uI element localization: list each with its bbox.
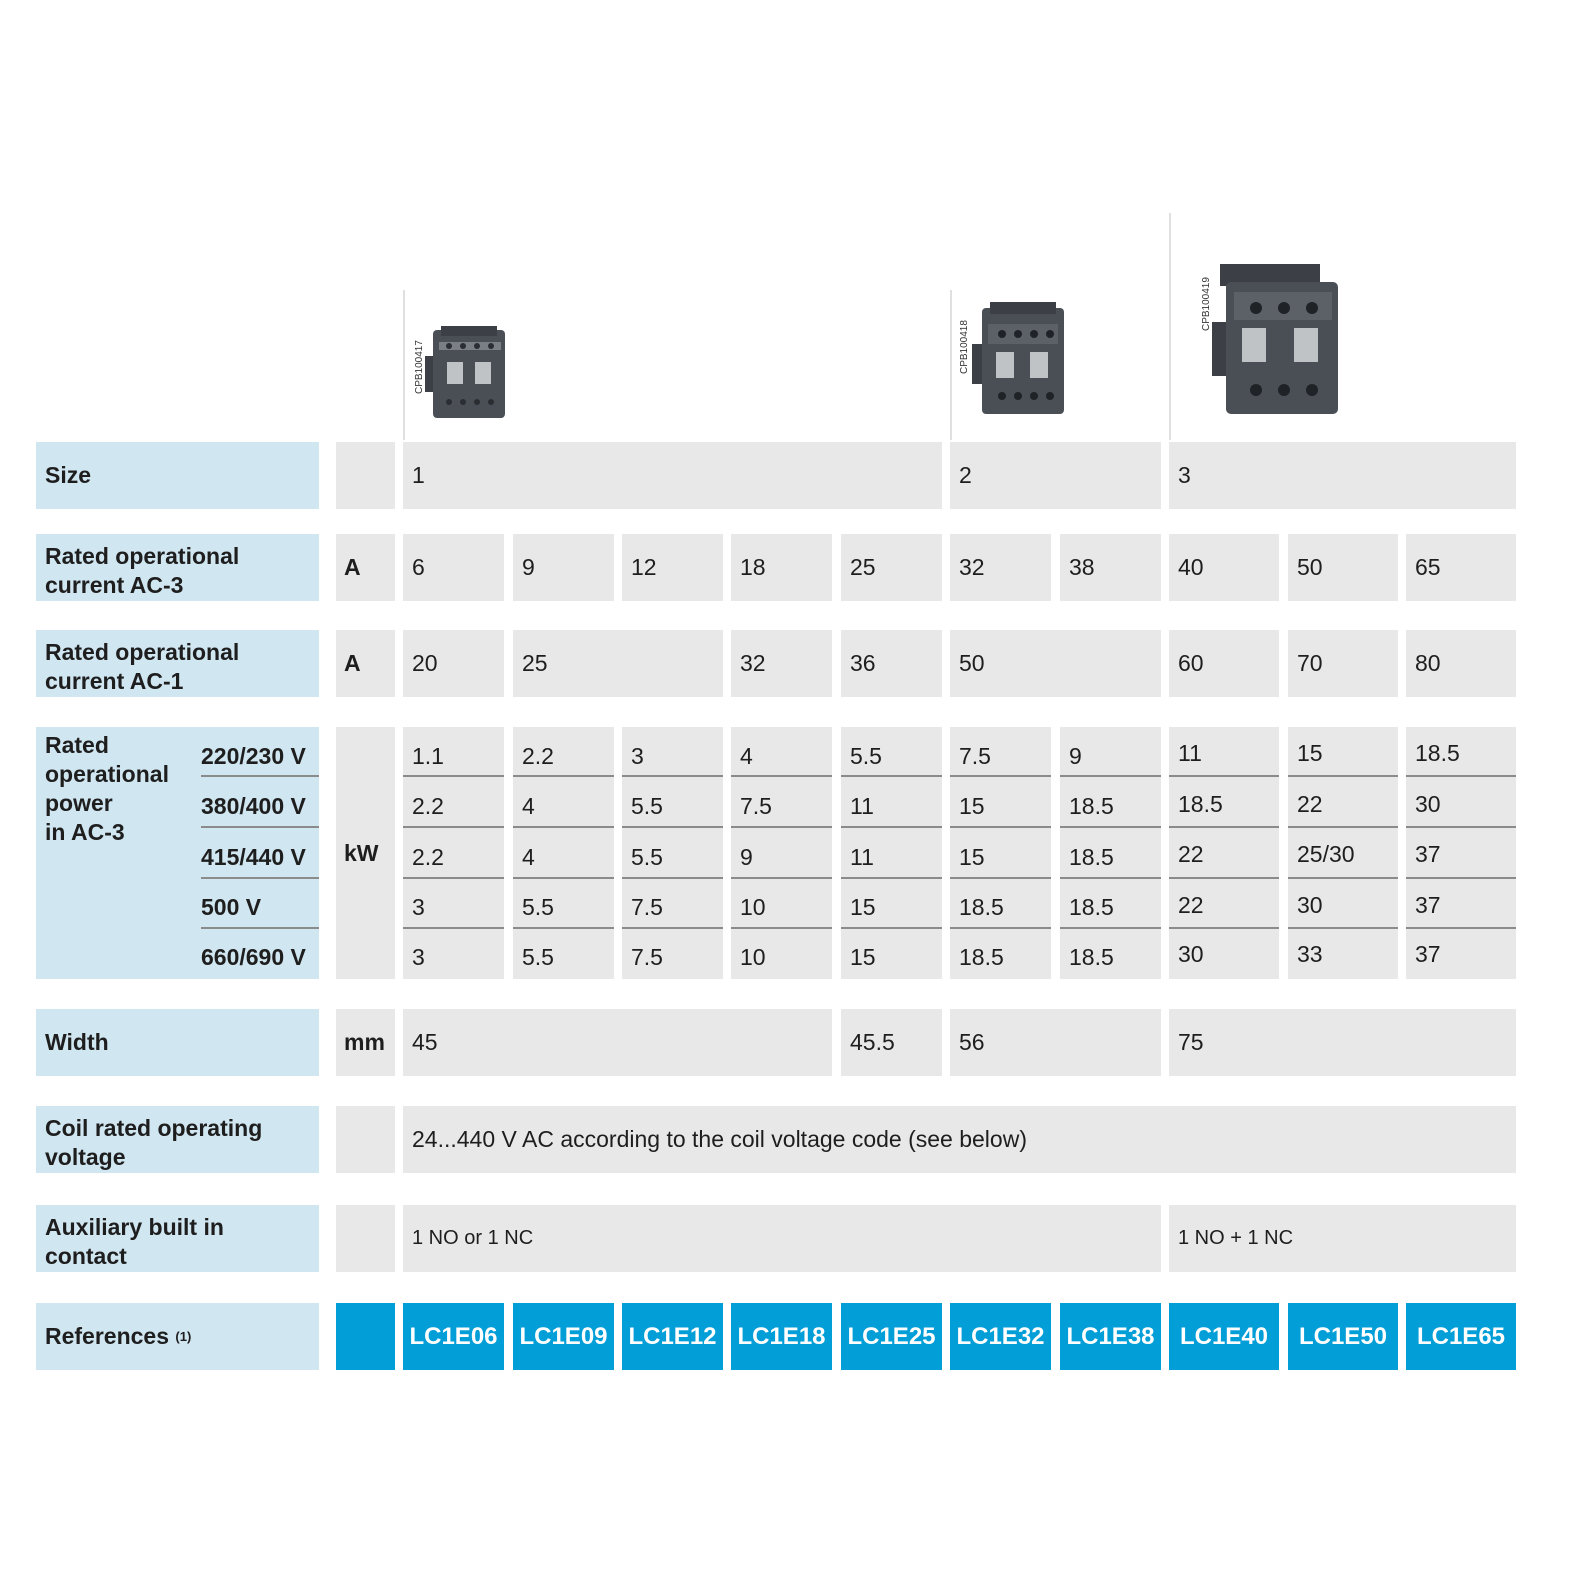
power-value: 15 (850, 944, 876, 970)
row-divider (513, 826, 614, 828)
power-value: 18.5 (1069, 894, 1114, 920)
power-value: 22 (1178, 841, 1204, 867)
ac1-value: 70 (1288, 630, 1398, 697)
size-value: 1 (403, 442, 942, 509)
power-value: 3 (631, 743, 644, 769)
row-divider (841, 826, 942, 828)
row-divider (1169, 877, 1279, 879)
row-divider (1060, 927, 1161, 929)
power-value: 30 (1178, 941, 1204, 967)
row-divider (403, 826, 504, 828)
power-value: 33 (1297, 941, 1323, 967)
product-code: CPB100418 (959, 320, 970, 374)
footnote-marker: (1) (175, 1329, 192, 1344)
ac1-label: Rated operational current AC-1 (36, 630, 319, 697)
power-value: 5.5 (522, 944, 554, 970)
ac1-value: 36 (841, 630, 942, 697)
row-divider (1169, 775, 1279, 777)
row-divider (1060, 877, 1161, 879)
ac1-value: 32 (731, 630, 832, 697)
size-value: 2 (950, 442, 1161, 509)
power-value: 11 (1178, 740, 1202, 766)
image-divider (1169, 213, 1171, 440)
power-value: 5.5 (631, 844, 663, 870)
power-label-line: in AC-3 (45, 819, 125, 845)
row-divider (513, 775, 614, 777)
reference-link[interactable]: LC1E09 (513, 1303, 614, 1370)
power-value: 18.5 (1069, 844, 1114, 870)
power-value: 2.2 (412, 793, 444, 819)
power-value: 5.5 (631, 793, 663, 819)
row-divider (841, 927, 942, 929)
power-value: 18.5 (1178, 791, 1223, 817)
power-column (513, 727, 614, 979)
power-unit: kW (336, 727, 395, 979)
power-value: 7.5 (740, 793, 772, 819)
row-divider (841, 877, 942, 879)
power-value: 9 (740, 844, 753, 870)
row-divider (622, 826, 723, 828)
ac1-value: 50 (950, 630, 1161, 697)
power-column (1060, 727, 1161, 979)
coil-label: Coil rated operating voltage (36, 1106, 319, 1173)
row-divider (1169, 826, 1279, 828)
aux-value: 1 NO or 1 NC (403, 1205, 1161, 1272)
ac1-value: 60 (1169, 630, 1279, 697)
power-label-line: power (45, 790, 113, 816)
image-divider (950, 290, 952, 440)
row-divider (622, 775, 723, 777)
row-divider (1406, 927, 1516, 929)
power-value: 2.2 (412, 844, 444, 870)
power-column (1169, 727, 1279, 979)
ac1-value: 80 (1406, 630, 1516, 697)
ac3-value: 32 (950, 534, 1051, 601)
power-value: 9 (1069, 743, 1082, 769)
power-label-line: Rated (45, 732, 109, 758)
power-value: 30 (1415, 791, 1441, 817)
row-divider (403, 775, 504, 777)
power-value: 4 (522, 844, 535, 870)
reference-link[interactable]: LC1E06 (403, 1303, 504, 1370)
row-divider (731, 927, 832, 929)
ac3-value: 12 (622, 534, 723, 601)
voltage-label: 500 V (201, 894, 262, 920)
coil-unit (336, 1106, 395, 1173)
row-divider (1060, 775, 1161, 777)
power-label-line: operational (45, 761, 169, 787)
ac3-value: 6 (403, 534, 504, 601)
contactor-size-3-image (1212, 262, 1347, 420)
width-unit: mm (336, 1009, 395, 1076)
contactor-size-2-image (972, 300, 1072, 420)
power-value: 10 (740, 944, 766, 970)
reference-link[interactable]: LC1E38 (1060, 1303, 1161, 1370)
row-divider (731, 775, 832, 777)
row-divider (731, 826, 832, 828)
power-value: 37 (1415, 892, 1441, 918)
row-divider (201, 927, 319, 929)
reference-link[interactable]: LC1E12 (622, 1303, 723, 1370)
row-divider (1288, 826, 1398, 828)
row-divider (622, 877, 723, 879)
power-column (731, 727, 832, 979)
power-column (841, 727, 942, 979)
reference-link[interactable]: LC1E40 (1169, 1303, 1279, 1370)
aux-label: Auxiliary built in contact (36, 1205, 319, 1272)
power-value: 1.1 (412, 743, 444, 769)
ac3-label: Rated operational current AC-3 (36, 534, 319, 601)
power-value: 3 (412, 944, 425, 970)
size-value: 3 (1169, 442, 1516, 509)
row-divider (950, 826, 1051, 828)
voltage-label: 415/440 V (201, 844, 306, 870)
voltage-label: 660/690 V (201, 944, 306, 970)
power-value: 25/30 (1297, 841, 1355, 867)
power-column (403, 727, 504, 979)
ac1-value: 25 (513, 630, 723, 697)
ac3-value: 18 (731, 534, 832, 601)
references-label-text: References (45, 1323, 170, 1349)
power-value: 7.5 (631, 944, 663, 970)
power-label (36, 727, 319, 979)
power-value: 7.5 (631, 894, 663, 920)
aux-value: 1 NO + 1 NC (1169, 1205, 1516, 1272)
power-value: 37 (1415, 841, 1441, 867)
row-divider (1406, 877, 1516, 879)
row-divider (403, 877, 504, 879)
reference-link[interactable]: LC1E18 (731, 1303, 832, 1370)
reference-link[interactable]: LC1E25 (841, 1303, 942, 1370)
ac3-value: 9 (513, 534, 614, 601)
voltage-label: 380/400 V (201, 793, 306, 819)
ac1-unit: A (336, 630, 395, 697)
power-value: 15 (959, 793, 985, 819)
row-divider (201, 826, 319, 828)
power-value: 5.5 (850, 743, 882, 769)
row-divider (731, 877, 832, 879)
row-divider (841, 775, 942, 777)
reference-link[interactable]: LC1E32 (950, 1303, 1051, 1370)
power-value: 18.5 (1069, 944, 1114, 970)
ac1-value: 20 (403, 630, 504, 697)
power-value: 22 (1297, 791, 1323, 817)
aux-unit (336, 1205, 395, 1272)
row-divider (513, 877, 614, 879)
power-value: 3 (412, 894, 425, 920)
ac3-value: 25 (841, 534, 942, 601)
power-value: 18.5 (1415, 740, 1460, 766)
power-value: 15 (959, 844, 985, 870)
ac3-unit: A (336, 534, 395, 601)
row-divider (403, 927, 504, 929)
power-column (950, 727, 1051, 979)
row-divider (622, 927, 723, 929)
product-code: CPB100419 (1201, 277, 1212, 331)
width-value: 45 (403, 1009, 832, 1076)
row-divider (1406, 775, 1516, 777)
reference-link[interactable]: LC1E65 (1406, 1303, 1516, 1370)
power-value: 22 (1178, 892, 1204, 918)
references-label (36, 1303, 319, 1370)
power-value: 4 (522, 793, 535, 819)
row-divider (1406, 826, 1516, 828)
row-divider (513, 927, 614, 929)
row-divider (1169, 927, 1279, 929)
references-unit (336, 1303, 395, 1370)
power-value: 11 (850, 793, 874, 819)
width-value: 56 (950, 1009, 1161, 1076)
power-value: 15 (850, 894, 876, 920)
power-column (622, 727, 723, 979)
contactor-size-1-image (425, 322, 515, 422)
voltage-label: 220/230 V (201, 743, 306, 769)
size-label: Size (36, 442, 319, 509)
width-value: 75 (1169, 1009, 1516, 1076)
row-divider (201, 877, 319, 879)
power-value: 18.5 (959, 894, 1004, 920)
coil-value: 24...440 V AC according to the coil voltage code (see below) (403, 1106, 1516, 1173)
size-unit (336, 442, 395, 509)
power-value: 18.5 (959, 944, 1004, 970)
ac3-value: 40 (1169, 534, 1279, 601)
power-value: 10 (740, 894, 766, 920)
row-divider (1288, 877, 1398, 879)
power-value: 15 (1297, 740, 1323, 766)
row-divider (950, 927, 1051, 929)
power-column (1288, 727, 1398, 979)
power-value: 5.5 (522, 894, 554, 920)
product-code: CPB100417 (414, 340, 425, 394)
power-value: 37 (1415, 941, 1441, 967)
reference-link[interactable]: LC1E50 (1288, 1303, 1398, 1370)
power-value: 4 (740, 743, 753, 769)
row-divider (201, 775, 319, 777)
row-divider (1288, 775, 1398, 777)
row-divider (1288, 927, 1398, 929)
power-value: 7.5 (959, 743, 991, 769)
row-divider (1060, 826, 1161, 828)
width-label: Width (36, 1009, 319, 1076)
power-value: 11 (850, 844, 874, 870)
row-divider (950, 775, 1051, 777)
row-divider (950, 877, 1051, 879)
ac3-value: 38 (1060, 534, 1161, 601)
image-divider (403, 290, 405, 440)
power-value: 18.5 (1069, 793, 1114, 819)
power-value: 2.2 (522, 743, 554, 769)
power-column (1406, 727, 1516, 979)
width-value: 45.5 (841, 1009, 942, 1076)
ac3-value: 65 (1406, 534, 1516, 601)
power-value: 30 (1297, 892, 1323, 918)
ac3-value: 50 (1288, 534, 1398, 601)
